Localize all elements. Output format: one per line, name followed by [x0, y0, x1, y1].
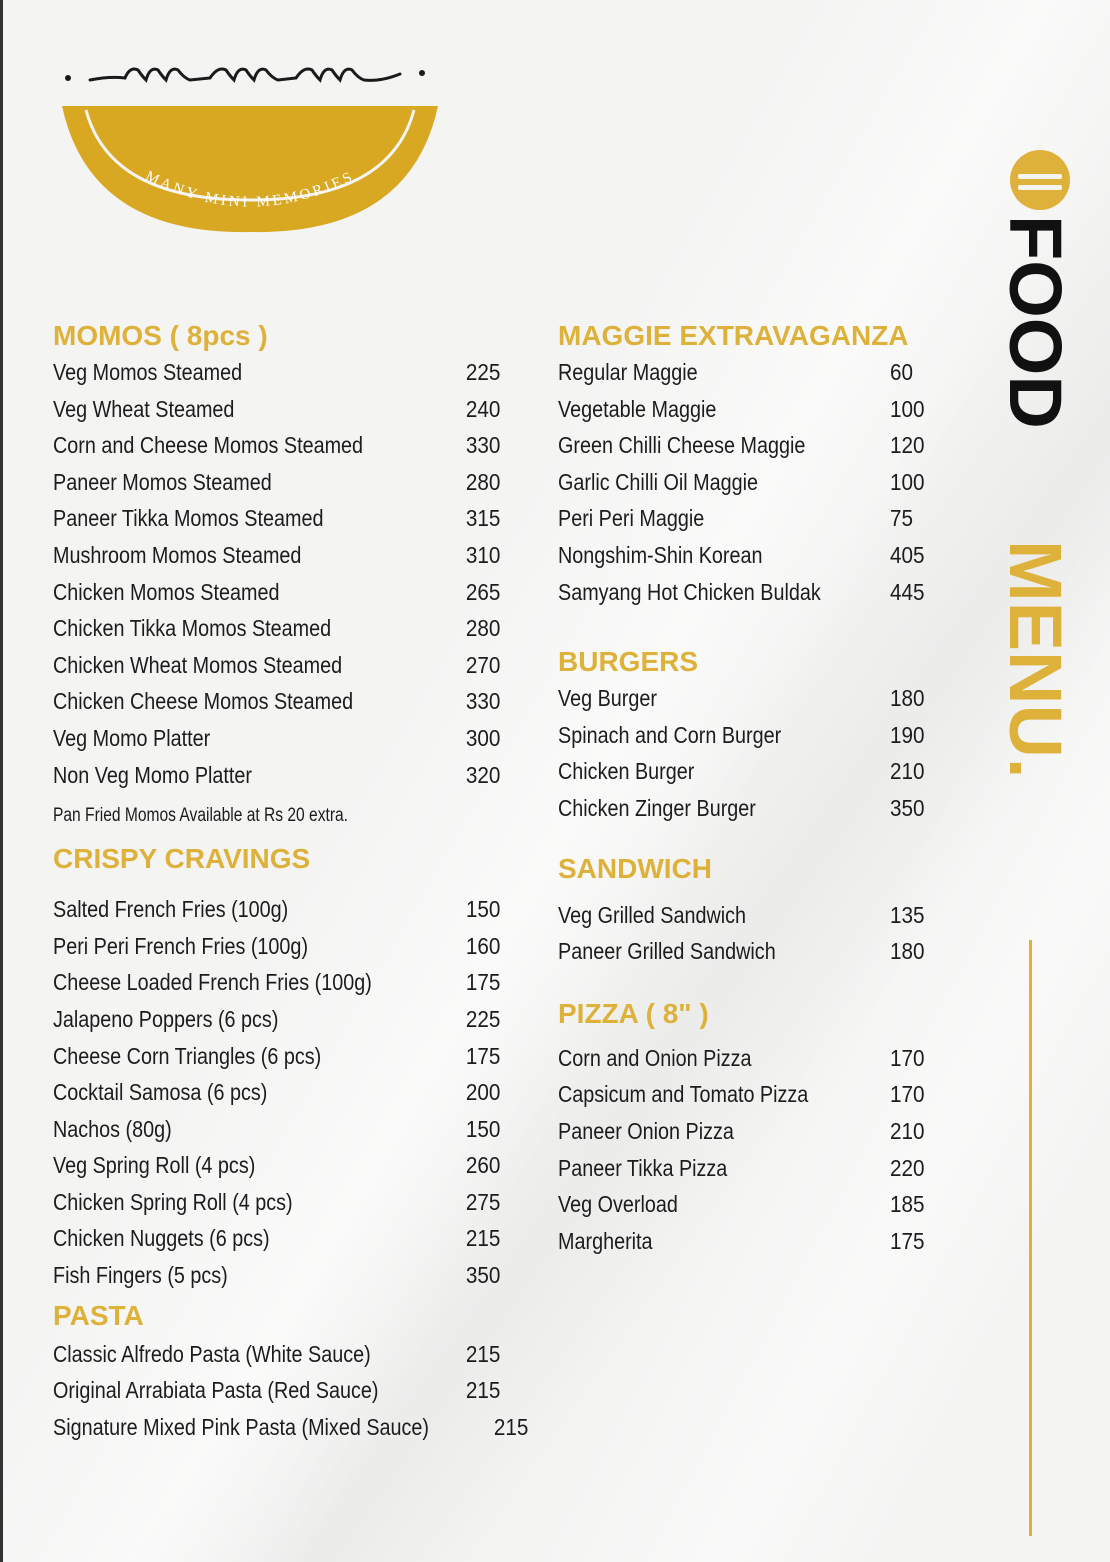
item-price: 135	[890, 901, 925, 928]
item-name: Jalapeno Poppers (6 pcs)	[53, 1005, 279, 1032]
brand-logo	[50, 40, 450, 250]
menu-item	[53, 1074, 500, 1111]
logo-tagline: MANY MINI MEMORIES	[142, 168, 358, 211]
menu-item	[53, 964, 500, 1001]
vertical-title	[994, 140, 1080, 900]
item-price: 300	[465, 724, 500, 751]
menu-item	[53, 1001, 500, 1038]
menu-item	[53, 500, 500, 537]
sandwich-section-title: SANDWICH	[558, 852, 712, 884]
item-price: 150	[465, 1115, 500, 1142]
item-price: 175	[465, 1042, 500, 1069]
menu-item	[53, 1184, 500, 1221]
left-column	[53, 318, 529, 1445]
item-name: Chicken Wheat Momos Steamed	[53, 651, 343, 678]
item-price: 100	[890, 468, 925, 495]
burgers-list	[558, 680, 928, 826]
item-price: 200	[465, 1079, 500, 1106]
menu-item	[53, 1336, 500, 1373]
logo-graphic	[50, 40, 450, 250]
item-name: Nongshim-Shin Korean	[558, 541, 763, 568]
item-price: 350	[890, 794, 925, 821]
item-name: Mushroom Momos Steamed	[53, 541, 302, 568]
momos-list	[53, 354, 500, 793]
menu-item	[558, 464, 928, 501]
menu-item	[53, 720, 500, 757]
item-name: Green Chilli Cheese Maggie	[558, 432, 806, 459]
crispy-section-title: CRISPY CRAVINGS	[53, 843, 311, 875]
item-name: Vegetable Maggie	[558, 395, 717, 422]
item-name: Chicken Nuggets (6 pcs)	[53, 1225, 270, 1252]
item-price: 175	[890, 1227, 925, 1254]
item-name: Paneer Grilled Sandwich	[558, 938, 776, 965]
menu-item	[558, 897, 928, 934]
item-price: 445	[890, 578, 925, 605]
menu-item	[53, 647, 500, 684]
pasta-list	[53, 1336, 529, 1446]
item-price: 275	[465, 1188, 500, 1215]
menu-item	[558, 1113, 928, 1150]
pasta-section-title: PASTA	[53, 1299, 144, 1331]
item-name: Garlic Chilli Oil Maggie	[558, 468, 759, 495]
item-name: Peri Peri Maggie	[558, 505, 705, 532]
item-price: 170	[890, 1081, 925, 1108]
menu-item	[558, 1186, 928, 1223]
item-price: 120	[890, 432, 925, 459]
title-menu: MENU.	[994, 540, 1077, 779]
menu-item	[53, 757, 500, 794]
menu-item	[53, 1372, 500, 1409]
menu-item	[558, 354, 928, 391]
menu-item	[558, 1150, 928, 1187]
gold-divider-line	[1029, 940, 1032, 1536]
menu-item	[53, 891, 500, 928]
item-name: Regular Maggie	[558, 359, 698, 385]
menu-item	[558, 1223, 928, 1260]
item-price: 265	[465, 578, 500, 605]
menu-item	[53, 928, 500, 965]
menu-item	[558, 753, 928, 790]
right-column	[558, 318, 928, 1259]
burgers-section-title: BURGERS	[558, 646, 699, 678]
menu-item	[53, 1220, 500, 1257]
item-price: 215	[465, 1377, 500, 1404]
item-name: Original Arrabiata Pasta (Red Sauce)	[53, 1377, 379, 1404]
item-name: Corn and Onion Pizza	[558, 1044, 752, 1071]
menu-item	[53, 1038, 500, 1075]
item-name: Chicken Cheese Momos Steamed	[53, 688, 354, 715]
item-price: 225	[465, 1005, 500, 1032]
item-name: Veg Burger	[558, 685, 657, 712]
item-name: Chicken Zinger Burger	[558, 794, 756, 821]
item-price: 210	[890, 758, 925, 785]
item-name: Chicken Tikka Momos Steamed	[53, 615, 332, 642]
menu-item	[558, 1040, 928, 1077]
item-price: 60	[890, 359, 914, 385]
menu-item	[558, 790, 928, 827]
momos-section-title: MOMOS ( 8pcs )	[53, 320, 268, 351]
item-price: 100	[890, 395, 925, 422]
item-price: 170	[890, 1044, 925, 1071]
maggie-section-title: MAGGIE EXTRAVAGANZA	[558, 320, 909, 351]
item-price: 280	[465, 468, 500, 495]
item-price: 180	[890, 685, 925, 712]
momos-note: Pan Fried Momos Available at Rs 20 extra.	[53, 805, 349, 827]
item-price: 190	[890, 721, 925, 748]
item-name: Cocktail Samosa (6 pcs)	[53, 1079, 268, 1106]
item-name: Margherita	[558, 1227, 653, 1254]
item-name: Corn and Cheese Momos Steamed	[53, 432, 364, 459]
item-price: 260	[465, 1152, 500, 1179]
item-name: Chicken Momos Steamed	[53, 578, 280, 605]
fork-knife-icon	[1010, 150, 1070, 210]
item-price: 240	[465, 395, 500, 422]
item-price: 330	[465, 432, 500, 459]
maggie-list	[558, 354, 928, 610]
item-price: 405	[890, 541, 925, 568]
item-name: Veg Momos Steamed	[53, 359, 243, 385]
menu-item	[53, 427, 500, 464]
menu-item	[53, 537, 500, 574]
item-price: 310	[465, 541, 500, 568]
menu-item	[53, 683, 500, 720]
item-price: 210	[890, 1117, 925, 1144]
item-price: 350	[465, 1262, 500, 1289]
item-name: Paneer Tikka Pizza	[558, 1154, 728, 1181]
item-price: 315	[465, 505, 500, 532]
item-name: Non Veg Momo Platter	[53, 761, 253, 788]
item-name: Fish Fingers (5 pcs)	[53, 1262, 228, 1289]
item-name: Salted French Fries (100g)	[53, 896, 289, 923]
item-name: Spinach and Corn Burger	[558, 721, 782, 748]
menu-item	[53, 610, 500, 647]
menu-item	[53, 464, 500, 501]
item-price: 160	[465, 932, 500, 959]
item-price: 75	[890, 505, 914, 532]
menu-item	[558, 537, 928, 574]
menu-item	[558, 680, 928, 717]
item-price: 225	[465, 359, 500, 385]
sandwich-list	[558, 897, 928, 970]
item-name: Peri Peri French Fries (100g)	[53, 932, 309, 959]
item-name: Paneer Onion Pizza	[558, 1117, 734, 1144]
item-name: Paneer Momos Steamed	[53, 468, 272, 495]
item-name: Chicken Spring Roll (4 pcs)	[53, 1188, 293, 1215]
item-price: 270	[465, 651, 500, 678]
item-name: Veg Momo Platter	[53, 724, 211, 751]
menu-item	[558, 1076, 928, 1113]
vertical-title-graphic	[994, 140, 1080, 900]
menu-item	[558, 500, 928, 537]
item-name: Signature Mixed Pink Pasta (Mixed Sauce)	[53, 1413, 429, 1440]
menu-item	[558, 933, 928, 970]
item-name: Veg Wheat Steamed	[53, 395, 235, 422]
item-price: 175	[465, 969, 500, 996]
item-price: 150	[465, 896, 500, 923]
pizza-list	[558, 1040, 928, 1260]
item-price: 320	[465, 761, 500, 788]
item-name: Veg Grilled Sandwich	[558, 901, 747, 928]
menu-item	[53, 1257, 500, 1294]
item-price: 215	[465, 1340, 500, 1367]
item-name: Cheese Loaded French Fries (100g)	[53, 969, 372, 996]
menu-item	[558, 717, 928, 754]
item-name: Classic Alfredo Pasta (White Sauce)	[53, 1340, 371, 1367]
pizza-section-title: PIZZA ( 8" )	[558, 997, 709, 1029]
menu-item	[53, 354, 500, 391]
item-name: Veg Overload	[558, 1191, 678, 1218]
item-name: Paneer Tikka Momos Steamed	[53, 505, 324, 532]
item-price: 215	[494, 1413, 529, 1440]
item-name: Capsicum and Tomato Pizza	[558, 1081, 809, 1108]
item-name: Samyang Hot Chicken Buldak	[558, 578, 821, 605]
item-name: Cheese Corn Triangles (6 pcs)	[53, 1042, 322, 1069]
menu-item	[558, 574, 928, 611]
item-price: 280	[465, 615, 500, 642]
item-price: 215	[465, 1225, 500, 1252]
menu-item	[53, 391, 500, 428]
title-food: FOOD	[994, 215, 1077, 429]
page-edge	[0, 0, 3, 1562]
menu-item	[53, 574, 500, 611]
item-price: 180	[890, 938, 925, 965]
menu-item	[558, 391, 928, 428]
menu-item	[53, 1111, 500, 1148]
item-name: Veg Spring Roll (4 pcs)	[53, 1152, 256, 1179]
item-price: 330	[465, 688, 500, 715]
crispy-list	[53, 891, 500, 1294]
menu-item	[53, 1409, 529, 1446]
item-name: Nachos (80g)	[53, 1115, 172, 1142]
item-name: Chicken Burger	[558, 758, 695, 785]
menu-item	[558, 427, 928, 464]
item-price: 185	[890, 1191, 925, 1218]
menu-item	[53, 1147, 500, 1184]
item-price: 220	[890, 1154, 925, 1181]
